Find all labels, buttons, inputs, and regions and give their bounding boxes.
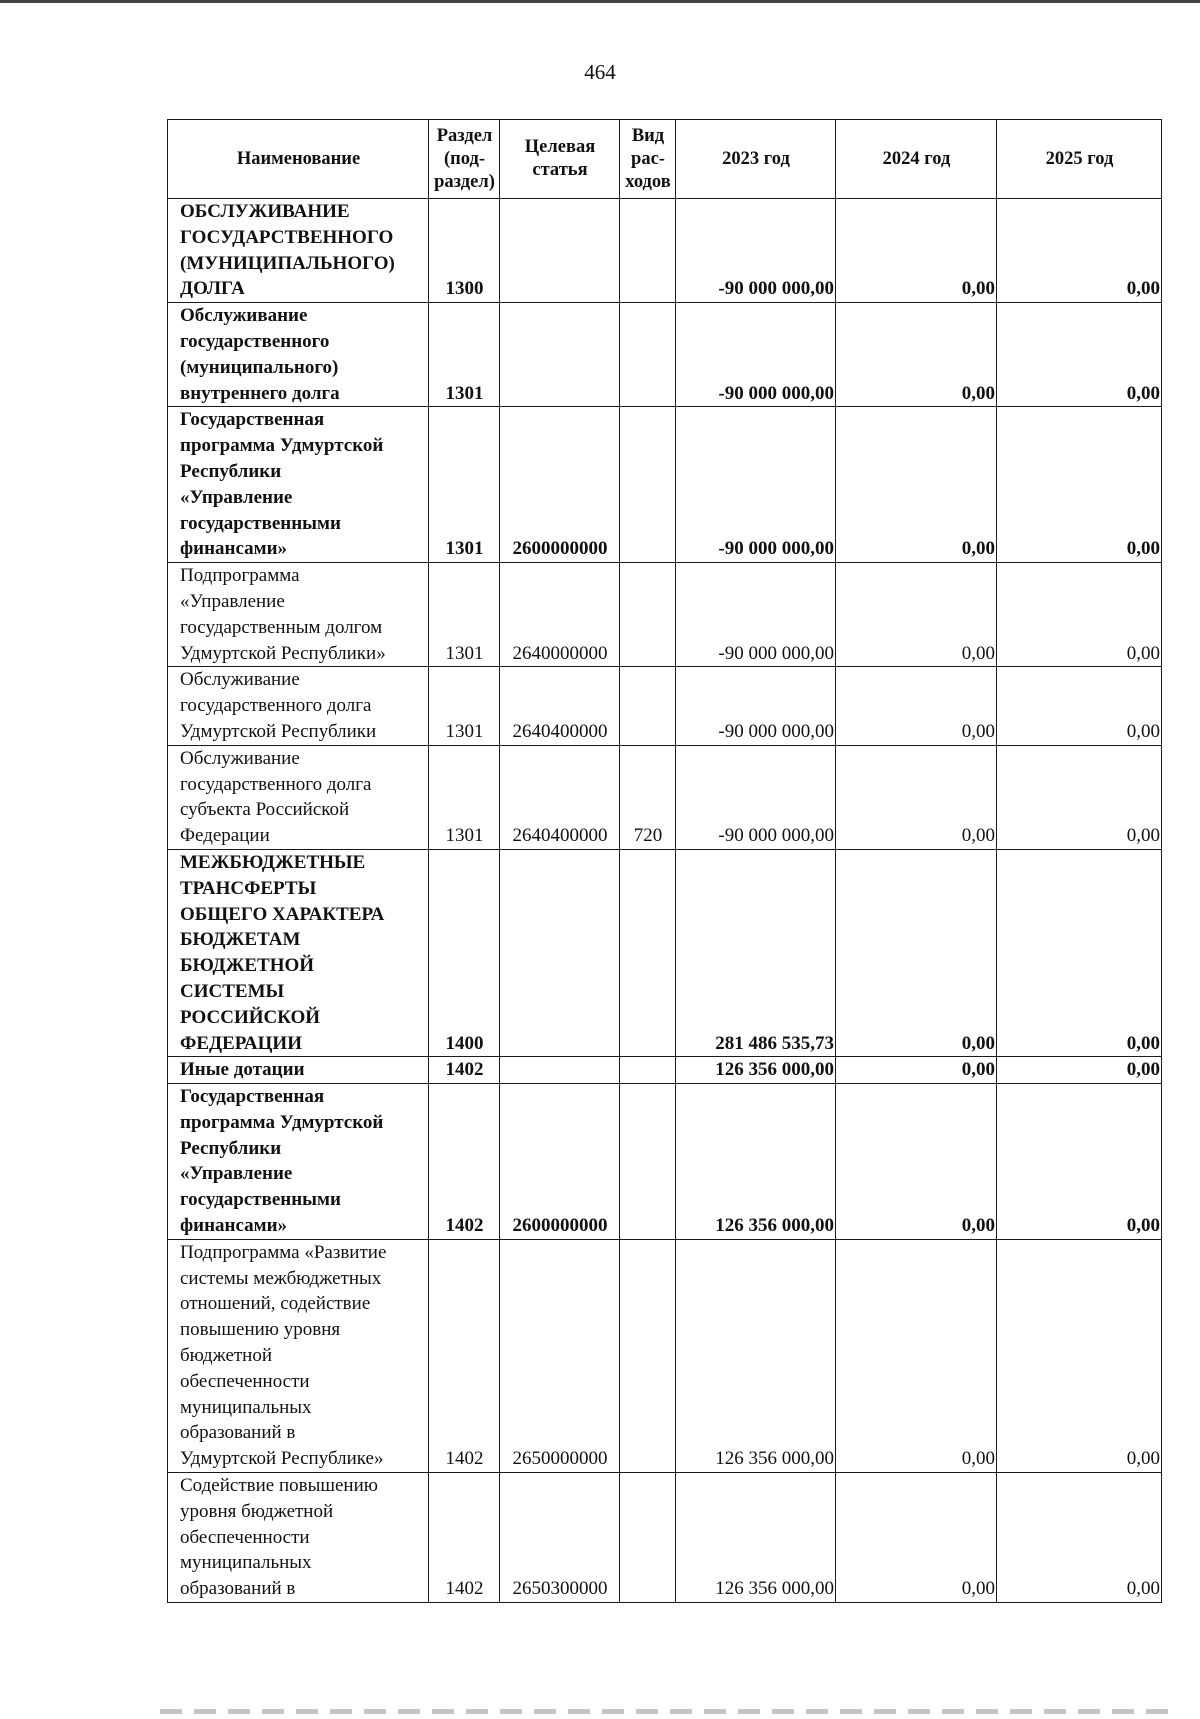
cell-name-line: СИСТЕМЫ [180, 980, 285, 1002]
table-row [168, 303, 1162, 407]
table-row [168, 199, 1162, 303]
cell-year-2024: 0,00 [836, 667, 997, 745]
cell-year-2024: 0,00 [836, 199, 997, 303]
cell-name [168, 1239, 429, 1472]
header-section-line: раздел) [434, 171, 495, 192]
cell-target: 2640400000 [500, 745, 620, 849]
cell-name-line: Содействие повышению [180, 1475, 378, 1497]
cell-kind [620, 1057, 676, 1084]
header-section-line: (под- [443, 148, 486, 169]
cell-section: 1301 [429, 745, 500, 849]
cell-section: 1301 [429, 563, 500, 667]
cell-name-line: муниципальных [180, 1396, 312, 1418]
cell-section: 1402 [429, 1239, 500, 1472]
cell-name-line: программа Удмуртской [180, 1111, 384, 1133]
cell-year-2024: 0,00 [836, 1084, 997, 1240]
page-number: 464 [584, 60, 616, 84]
cell-year-2025: 0,00 [997, 563, 1162, 667]
cell-kind [620, 303, 676, 407]
header-name [168, 120, 429, 199]
cell-name-line: Иные дотации [180, 1059, 305, 1081]
cell-name-line: Подпрограмма [180, 565, 300, 587]
cell-name-line: ДОЛГА [180, 278, 245, 300]
cell-name-line: ТРАНСФЕРТЫ [180, 877, 317, 899]
cell-name-line: программа Удмуртской [180, 435, 384, 457]
cell-year-2023: 126 356 000,00 [676, 1084, 836, 1240]
cell-name [168, 667, 429, 745]
header-year-2025-label: 2025 год [1045, 148, 1114, 169]
cell-name [168, 199, 429, 303]
cell-year-2025: 0,00 [997, 1473, 1162, 1603]
cell-kind: 720 [620, 745, 676, 849]
cell-year-2025: 0,00 [997, 199, 1162, 303]
cell-year-2023: -90 000 000,00 [676, 667, 836, 745]
cell-target: 2650300000 [500, 1473, 620, 1603]
scan-top-edge [0, 0, 1200, 3]
header-name-label: Наименование [236, 148, 361, 169]
header-section-line: Раздел [436, 125, 493, 146]
table-row [168, 563, 1162, 667]
cell-target: 2600000000 [500, 1084, 620, 1240]
cell-target [500, 303, 620, 407]
cell-name [168, 1473, 429, 1603]
cell-year-2024: 0,00 [836, 407, 997, 563]
cell-section: 1402 [429, 1084, 500, 1240]
cell-name-line: Государственная [180, 409, 325, 431]
cell-name-line: уровня бюджетной [180, 1500, 334, 1522]
table-row [168, 407, 1162, 563]
cell-name-line: Обслуживание [180, 669, 300, 691]
cell-name-line: Обслуживание [180, 747, 300, 769]
cell-name [168, 745, 429, 849]
cell-name-line: МЕЖБЮДЖЕТНЫЕ [180, 851, 366, 873]
cell-name-line: ОБЩЕГО ХАРАКТЕРА [180, 903, 385, 925]
cell-name-line: государственного долга [180, 773, 372, 795]
cell-name-line: БЮДЖЕТНОЙ [180, 955, 315, 977]
cell-name-line: субъекта Российской [180, 799, 350, 821]
cell-name-line: финансами» [180, 1215, 288, 1237]
cell-name-line: Подпрограмма «Развитие [180, 1241, 387, 1263]
cell-name [168, 1084, 429, 1240]
cell-name-line: Государственная [180, 1086, 325, 1108]
cell-section: 1301 [429, 667, 500, 745]
cell-kind [620, 849, 676, 1056]
header-year-2023-label: 2023 год [722, 148, 790, 169]
cell-name-line: Удмуртской Республики [180, 720, 377, 742]
cell-year-2025: 0,00 [997, 1239, 1162, 1472]
scan-bottom-artifact [160, 1709, 1170, 1714]
cell-name-line: ГОСУДАРСТВЕННОГО [180, 226, 394, 248]
header-year-2024-label: 2024 год [882, 148, 951, 169]
cell-name-line: (МУНИЦИПАЛЬНОГО) [180, 252, 395, 274]
cell-name-line: обеспеченности [180, 1526, 310, 1548]
cell-name-line: государственными [180, 1189, 341, 1211]
cell-name-line: «Управление [180, 486, 293, 508]
table-row [168, 1239, 1162, 1472]
cell-name-line: Удмуртской Республике» [180, 1448, 384, 1470]
table-row [168, 1084, 1162, 1240]
cell-year-2024: 0,00 [836, 1239, 997, 1472]
cell-target: 2650000000 [500, 1239, 620, 1472]
cell-section: 1301 [429, 407, 500, 563]
header-target-line: Целевая [524, 137, 596, 157]
cell-name-line: бюджетной [180, 1345, 273, 1367]
table-row [168, 1473, 1162, 1603]
cell-kind [620, 1084, 676, 1240]
cell-name-line: муниципальных [180, 1552, 312, 1574]
cell-year-2023: -90 000 000,00 [676, 745, 836, 849]
cell-section: 1402 [429, 1057, 500, 1084]
cell-year-2023: -90 000 000,00 [676, 563, 836, 667]
cell-kind [620, 199, 676, 303]
cell-year-2024: 0,00 [836, 745, 997, 849]
cell-year-2023: 126 356 000,00 [676, 1057, 836, 1084]
header-year-2024 [836, 120, 997, 199]
table-row [168, 1057, 1162, 1084]
cell-year-2024: 0,00 [836, 1057, 997, 1084]
cell-section: 1402 [429, 1473, 500, 1603]
table-header-row [168, 120, 1162, 199]
cell-name [168, 1057, 429, 1084]
cell-target: 2640000000 [500, 563, 620, 667]
cell-name-line: внутреннего долга [180, 382, 340, 404]
cell-section: 1300 [429, 199, 500, 303]
cell-year-2023: 126 356 000,00 [676, 1473, 836, 1603]
cell-name-line: финансами» [180, 538, 288, 560]
cell-year-2024: 0,00 [836, 303, 997, 407]
cell-year-2025: 0,00 [997, 1057, 1162, 1084]
cell-year-2025: 0,00 [997, 745, 1162, 849]
cell-kind [620, 407, 676, 563]
cell-name-line: (муниципального) [180, 356, 339, 378]
cell-kind [620, 1473, 676, 1603]
cell-name-line: БЮДЖЕТАМ [180, 929, 301, 951]
cell-name-line: «Управление [180, 1163, 293, 1185]
cell-name-line: Республики [180, 1137, 282, 1159]
cell-name-line: государственными [180, 512, 341, 534]
header-target-line: статья [532, 160, 588, 180]
cell-name-line: Республики [180, 460, 282, 482]
header-kind [620, 120, 676, 199]
cell-name [168, 563, 429, 667]
cell-section: 1301 [429, 303, 500, 407]
table-row [168, 849, 1162, 1056]
cell-name [168, 407, 429, 563]
cell-target [500, 199, 620, 303]
cell-name-line: отношений, содействие [180, 1293, 371, 1315]
cell-name-line: обеспеченности [180, 1370, 310, 1392]
cell-target: 2640400000 [500, 667, 620, 745]
header-year-2025 [997, 120, 1162, 199]
header-kind-line: ходов [625, 171, 671, 192]
cell-year-2025: 0,00 [997, 1084, 1162, 1240]
cell-name-line: ФЕДЕРАЦИИ [180, 1032, 302, 1054]
header-target [500, 120, 620, 199]
cell-name [168, 303, 429, 407]
cell-name-line: ОБСЛУЖИВАНИЕ [180, 201, 350, 222]
cell-year-2023: 126 356 000,00 [676, 1239, 836, 1472]
cell-name-line: государственного [180, 330, 330, 352]
cell-year-2024: 0,00 [836, 849, 997, 1056]
header-kind-line: Вид [631, 125, 665, 146]
cell-name-line: образований в [180, 1422, 296, 1444]
cell-kind [620, 563, 676, 667]
cell-name-line: повышению уровня [180, 1319, 341, 1341]
cell-kind [620, 1239, 676, 1472]
cell-name-line: Удмуртской Республики» [180, 642, 386, 664]
cell-name-line: образований в [180, 1578, 296, 1600]
cell-name-line: Федерации [180, 825, 270, 847]
cell-year-2023: 281 486 535,73 [676, 849, 836, 1056]
header-kind-line: рас- [631, 148, 665, 169]
header-section [429, 120, 500, 199]
cell-name-line: системы межбюджетных [180, 1267, 382, 1289]
cell-name-line: государственного долга [180, 695, 372, 717]
cell-name-line: «Управление [180, 590, 285, 612]
cell-target [500, 849, 620, 1056]
cell-target: 2600000000 [500, 407, 620, 563]
cell-name-line: государственным долгом [180, 616, 383, 638]
table-row [168, 667, 1162, 745]
cell-target [500, 1057, 620, 1084]
cell-year-2024: 0,00 [836, 1473, 997, 1603]
cell-name-line: РОССИЙСКОЙ [180, 1006, 321, 1028]
table-row [168, 745, 1162, 849]
cell-year-2025: 0,00 [997, 303, 1162, 407]
cell-name [168, 849, 429, 1056]
table-body [168, 199, 1162, 1603]
cell-year-2024: 0,00 [836, 563, 997, 667]
cell-year-2023: -90 000 000,00 [676, 303, 836, 407]
cell-name-line: Обслуживание [180, 305, 308, 327]
cell-year-2025: 0,00 [997, 849, 1162, 1056]
cell-kind [620, 667, 676, 745]
cell-year-2023: -90 000 000,00 [676, 199, 836, 303]
cell-year-2025: 0,00 [997, 667, 1162, 745]
cell-section: 1400 [429, 849, 500, 1056]
header-year-2023 [676, 120, 836, 199]
cell-year-2025: 0,00 [997, 407, 1162, 563]
budget-table [167, 119, 1162, 1603]
cell-year-2023: -90 000 000,00 [676, 407, 836, 563]
